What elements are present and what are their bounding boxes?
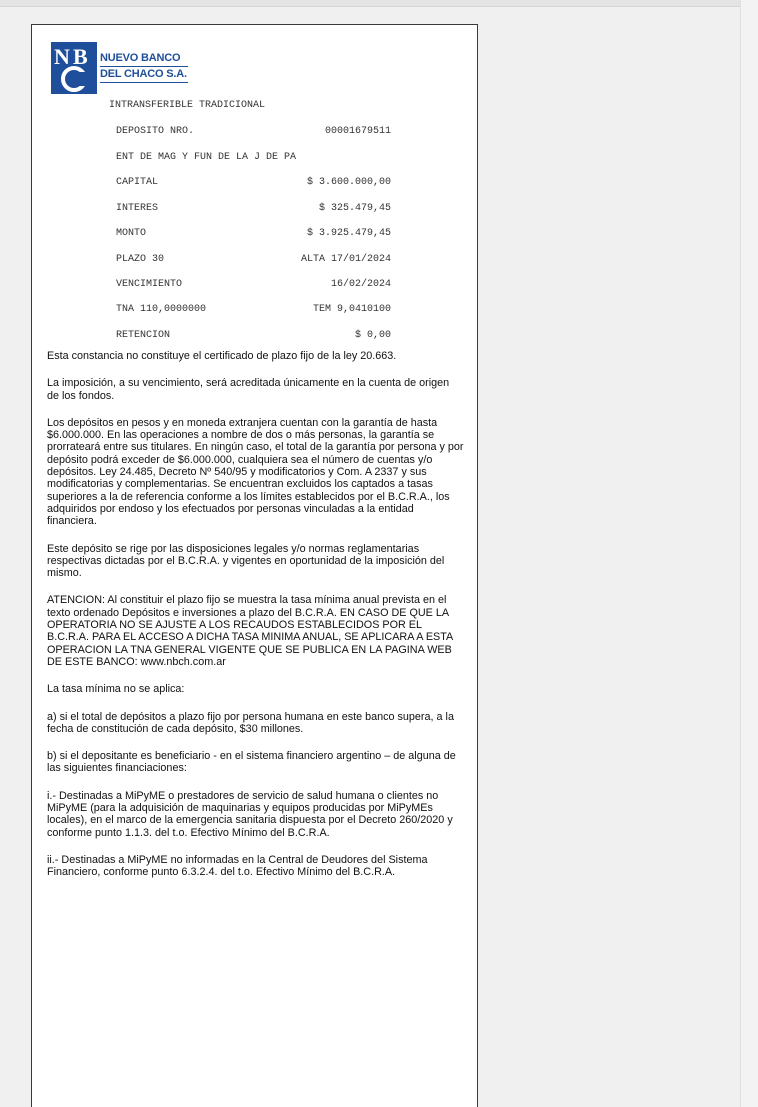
entity-name: ENT DE MAG Y FUN DE LA J DE PA [116,152,297,163]
maturity-label: VENCIMIENTO [116,279,183,290]
interest-row [116,203,391,217]
legal-paragraph-5: ATENCION: Al constituir el plazo fijo se muestra la tasa mínima anual prevista en el texto ordenado Depósitos e inversiones a plazo del B.C.R.A. EN CASO DE QUE LA OPERATORIA NO SE AJUSTE A LOS RECAUDOS ESTABLECIDOS POR EL B.C.R.A. PARA EL ACCESO A DICHA TASA MINIMA ANUAL, SE APLICARA A ESTA OPERACION LA TNA GENERAL VIGENTE QUE SE PUBLICA EN LA PAGINA WEB DE ESTE BANCO: www.nbch.com.ar [47,594,453,668]
bank-name-line1: NUEVO BANCO [100,52,188,67]
legal-paragraph-6: La tasa mínima no se aplica: [47,683,185,696]
tem-value: TEM 9,0410100 [312,304,391,315]
maturity-value: 16/02/2024 [330,279,391,290]
legal-paragraph-10: ii.- Destinadas a MiPyME no informadas en la Central de Deudores del Sistema Financiero, conforme punto 6.3.2.4. del t.o. Efectivo Mínimo del B.C.R.A. [47,853,428,879]
entity-row [116,152,391,166]
deposit-number-row [116,126,391,140]
legal-paragraph-7: a) si el total de depósitos a plazo fijo por persona humana en este banco supera, a la fecha de constitución de cada depósito, $30 millones. [47,710,454,735]
rates-row [116,304,391,318]
svg-text:N: N [54,44,70,69]
interest-label: INTERES [116,203,159,214]
amount-row [116,228,391,242]
legal-paragraph-1: Esta constancia no constituye el certificado de plazo fijo de la ley 20.663. [47,350,397,362]
legal-paragraph-3: Los depósitos en pesos y en moneda extranjera cuentan con la garantía de hasta $6.000.000. En las operaciones a nombre de dos o más personas, la garantía se prorrateará entre sus titulares. En ningún caso, el total de la garantía por persona y por depósito podrá exceder de $6.000.000, cualquiera sea el número de cuentas y/o depósitos. Ley 24.485, Decreto Nº 540/95 y modificatorios y Com. A 2337 y sus modificatorias y complementarias. Se encuentran excluidos los captados a tasas superiores a la de referencia conforme a los límites establecidos por el B.C.R.A., los adquiridos por endoso y los efectuados por personas vinculadas a la entidad financiera. [47,416,464,528]
retention-row [116,330,391,344]
legal-paragraph-9: i.- Destinadas a MiPyME o prestadores de servicio de salud humana o clientes no MiPyME (para la adquisición de maquinarias y equipos producidas por MiPyMEs locales), en el marco de la emergencia sanitaria dispuesta por el Decreto 260/2020 y conforme punto 1.1.3. del t.o. Efectivo Mínimo del B.C.R.A. [47,789,453,839]
svg-text:B: B [73,44,88,69]
deposit-number-label: DEPOSITO NRO. [116,126,195,137]
receipt-title: INTRANSFERIBLE TRADICIONAL [109,100,266,111]
nbc-logo-icon [51,42,97,94]
maturity-row [116,279,391,293]
term-row [116,254,391,268]
capital-value: $ 3.600.000,00 [306,177,391,188]
term-label: PLAZO 30 [116,254,165,265]
legal-paragraph-2: La imposición, a su vencimiento, será acreditada únicamente en la cuenta de origen de los fondos. [47,377,450,402]
amount-value: $ 3.925.479,45 [306,228,391,239]
document-page [31,24,478,1107]
interest-value: $ 325.479,45 [318,203,391,214]
viewer-toolbar [0,0,758,7]
bank-logo [51,42,191,94]
tna-label: TNA 110,0000000 [116,304,207,315]
capital-label: CAPITAL [116,177,159,188]
bank-name [100,52,188,83]
legal-paragraph-8: b) si el depositante es beneficiario - en el sistema financiero argentino – de alguna de las siguientes financiaciones: [47,750,456,775]
capital-row [116,177,391,191]
retention-value: $ 0,00 [354,330,391,341]
legal-paragraph-4: Este depósito se rige por las disposiciones legales y/o normas reglamentarias respectivas dictadas por el B.C.R.A. y vigentes en oportunidad de la imposición del mismo. [47,542,445,580]
retention-label: RETENCION [116,330,171,341]
viewer-scrollbar[interactable] [740,0,758,1107]
amount-label: MONTO [116,228,147,239]
bank-name-line2: DEL CHACO S.A. [100,67,188,83]
start-date-value: ALTA 17/01/2024 [300,254,391,265]
legal-text [47,350,464,894]
deposit-number-value: 00001679511 [324,126,391,137]
